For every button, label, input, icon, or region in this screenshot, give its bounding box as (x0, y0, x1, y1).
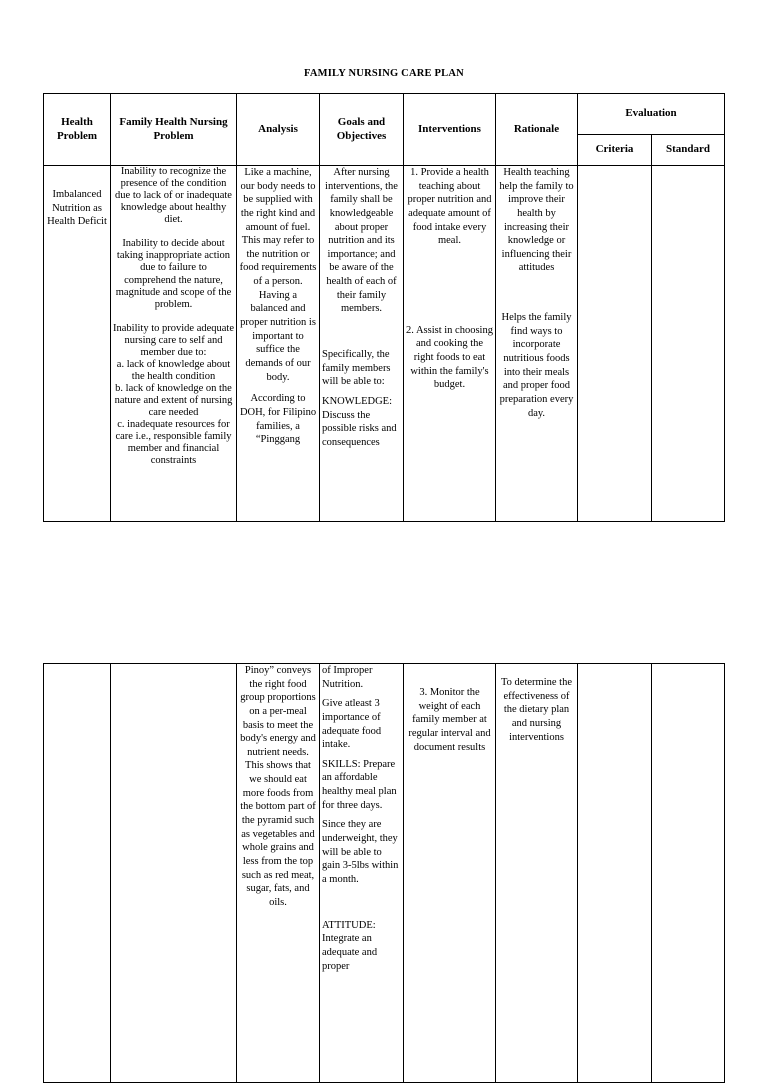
cell-standard (652, 166, 725, 522)
header-family-health-nursing-problem: Family Health Nursing Problem (111, 94, 237, 166)
cell-analysis (237, 166, 320, 522)
goals-text-2: Specifically, the family members will be able to: (322, 349, 391, 388)
rationale-1: Health teaching help the family to improve their health by increasing their knowledge or influencing their attitudes (499, 167, 574, 274)
cell-goals-2 (320, 664, 404, 1083)
goals-text-4: of Improper Nutrition. (322, 665, 373, 690)
health-problem-text: Imbalanced Nutrition as Health Deficit (47, 189, 107, 228)
goals-text-1: After nursing interventions, the family shall be knowledgeable about proper nutrition and its importance; and be aware of the health of each of their family members. (325, 167, 398, 315)
goals-text-6: SKILLS: Prepare an affordable healthy meal plan for three days. (322, 758, 397, 811)
cell-analysis-2 (237, 664, 320, 1083)
goals-text-3: KNOWLEDGE: Discuss the possible risks and consequences (322, 395, 397, 448)
goals-text-8: ATTITUDE: Integrate an adequate and proper (322, 919, 378, 972)
intervention-1: 1. Provide a health teaching about proper nutrition and adequate amount of food intake every meal. (407, 167, 492, 247)
nursing-problem-3c: c. inadequate resources for care i.e., responsible family member and financial constraints (115, 419, 232, 467)
document-title: FAMILY NURSING CARE PLAN (304, 68, 464, 79)
cell-health-problem (44, 166, 111, 522)
header-standard: Standard (652, 135, 725, 166)
analysis-text-3: Pinoy” conveys the right food group proportions on a per-meal basis to meet the body's energy and nutrient needs. This shows that we should eat more foods from the bottom part of the pyramid such as vegetables and whole grains and less from the top such as red meat, sugar, fats, and oils. (240, 665, 316, 908)
cell-health-problem-2 (44, 664, 111, 1083)
cell-interventions-2 (404, 664, 496, 1083)
cell-nursing-problem (111, 166, 237, 522)
header-criteria: Criteria (578, 135, 652, 166)
header-evaluation: Evaluation (578, 94, 725, 135)
intervention-3: 3. Monitor the weight of each family member at regular interval and document results (408, 687, 491, 753)
nursing-problem-2: Inability to decide about taking inappropriate action due to failure to comprehend the nature, magnitude and scope of the problem. (115, 238, 232, 310)
goals-text-5: Give atleast 3 importance of adequate food intake. (322, 698, 382, 751)
cell-rationale-2 (496, 664, 578, 1083)
cell-nursing-problem-2 (111, 664, 237, 1083)
header-interventions: Interventions (404, 94, 496, 166)
rationale-3: To determine the effectiveness of the dietary plan and nursing interventions (501, 677, 572, 743)
nursing-problem-3a: a. lack of knowledge about the health condition (116, 358, 231, 382)
header-health-problem: Health Problem (44, 94, 111, 166)
intervention-2: 2. Assist in choosing and cooking the right foods to eat within the family's budget. (406, 324, 493, 391)
cell-goals (320, 166, 404, 522)
cell-criteria-2 (578, 664, 652, 1083)
cell-criteria (578, 166, 652, 522)
goals-text-7: Since they are underweight, they will be able to gain 3-5lbs within a month. (322, 819, 399, 885)
nursing-problem-3: Inability to provide adequate nursing care to self and member due to: (113, 322, 235, 358)
rationale-2: Helps the family find ways to incorporate nutritious foods into their meals and proper food preparation every day. (499, 312, 574, 419)
nursing-problem-3b: b. lack of knowledge on the nature and extent of nursing care needed (114, 383, 233, 419)
nursing-problem-1: Inability to recognize the presence of the condition due to lack of or inadequate knowledge about healthy diet. (115, 166, 232, 226)
analysis-text-2: According to DOH, for Filipino families, a “Pinggang (239, 393, 317, 446)
header-analysis: Analysis (237, 94, 320, 166)
cell-standard-2 (652, 664, 725, 1083)
care-plan-table-page-1 (43, 93, 725, 522)
cell-interventions (404, 166, 496, 522)
cell-rationale (496, 166, 578, 522)
analysis-text-1: Like a machine, our body needs to be supplied with the right kind and amount of fuel. This may refer to the nutrition or food requirements of a person. Having a balanced and proper nutrition is important to suffice the demands of our body. (239, 167, 317, 383)
header-rationale: Rationale (496, 94, 578, 166)
care-plan-table-page-2 (43, 663, 725, 1083)
header-goals-objectives: Goals and Objectives (320, 94, 404, 166)
